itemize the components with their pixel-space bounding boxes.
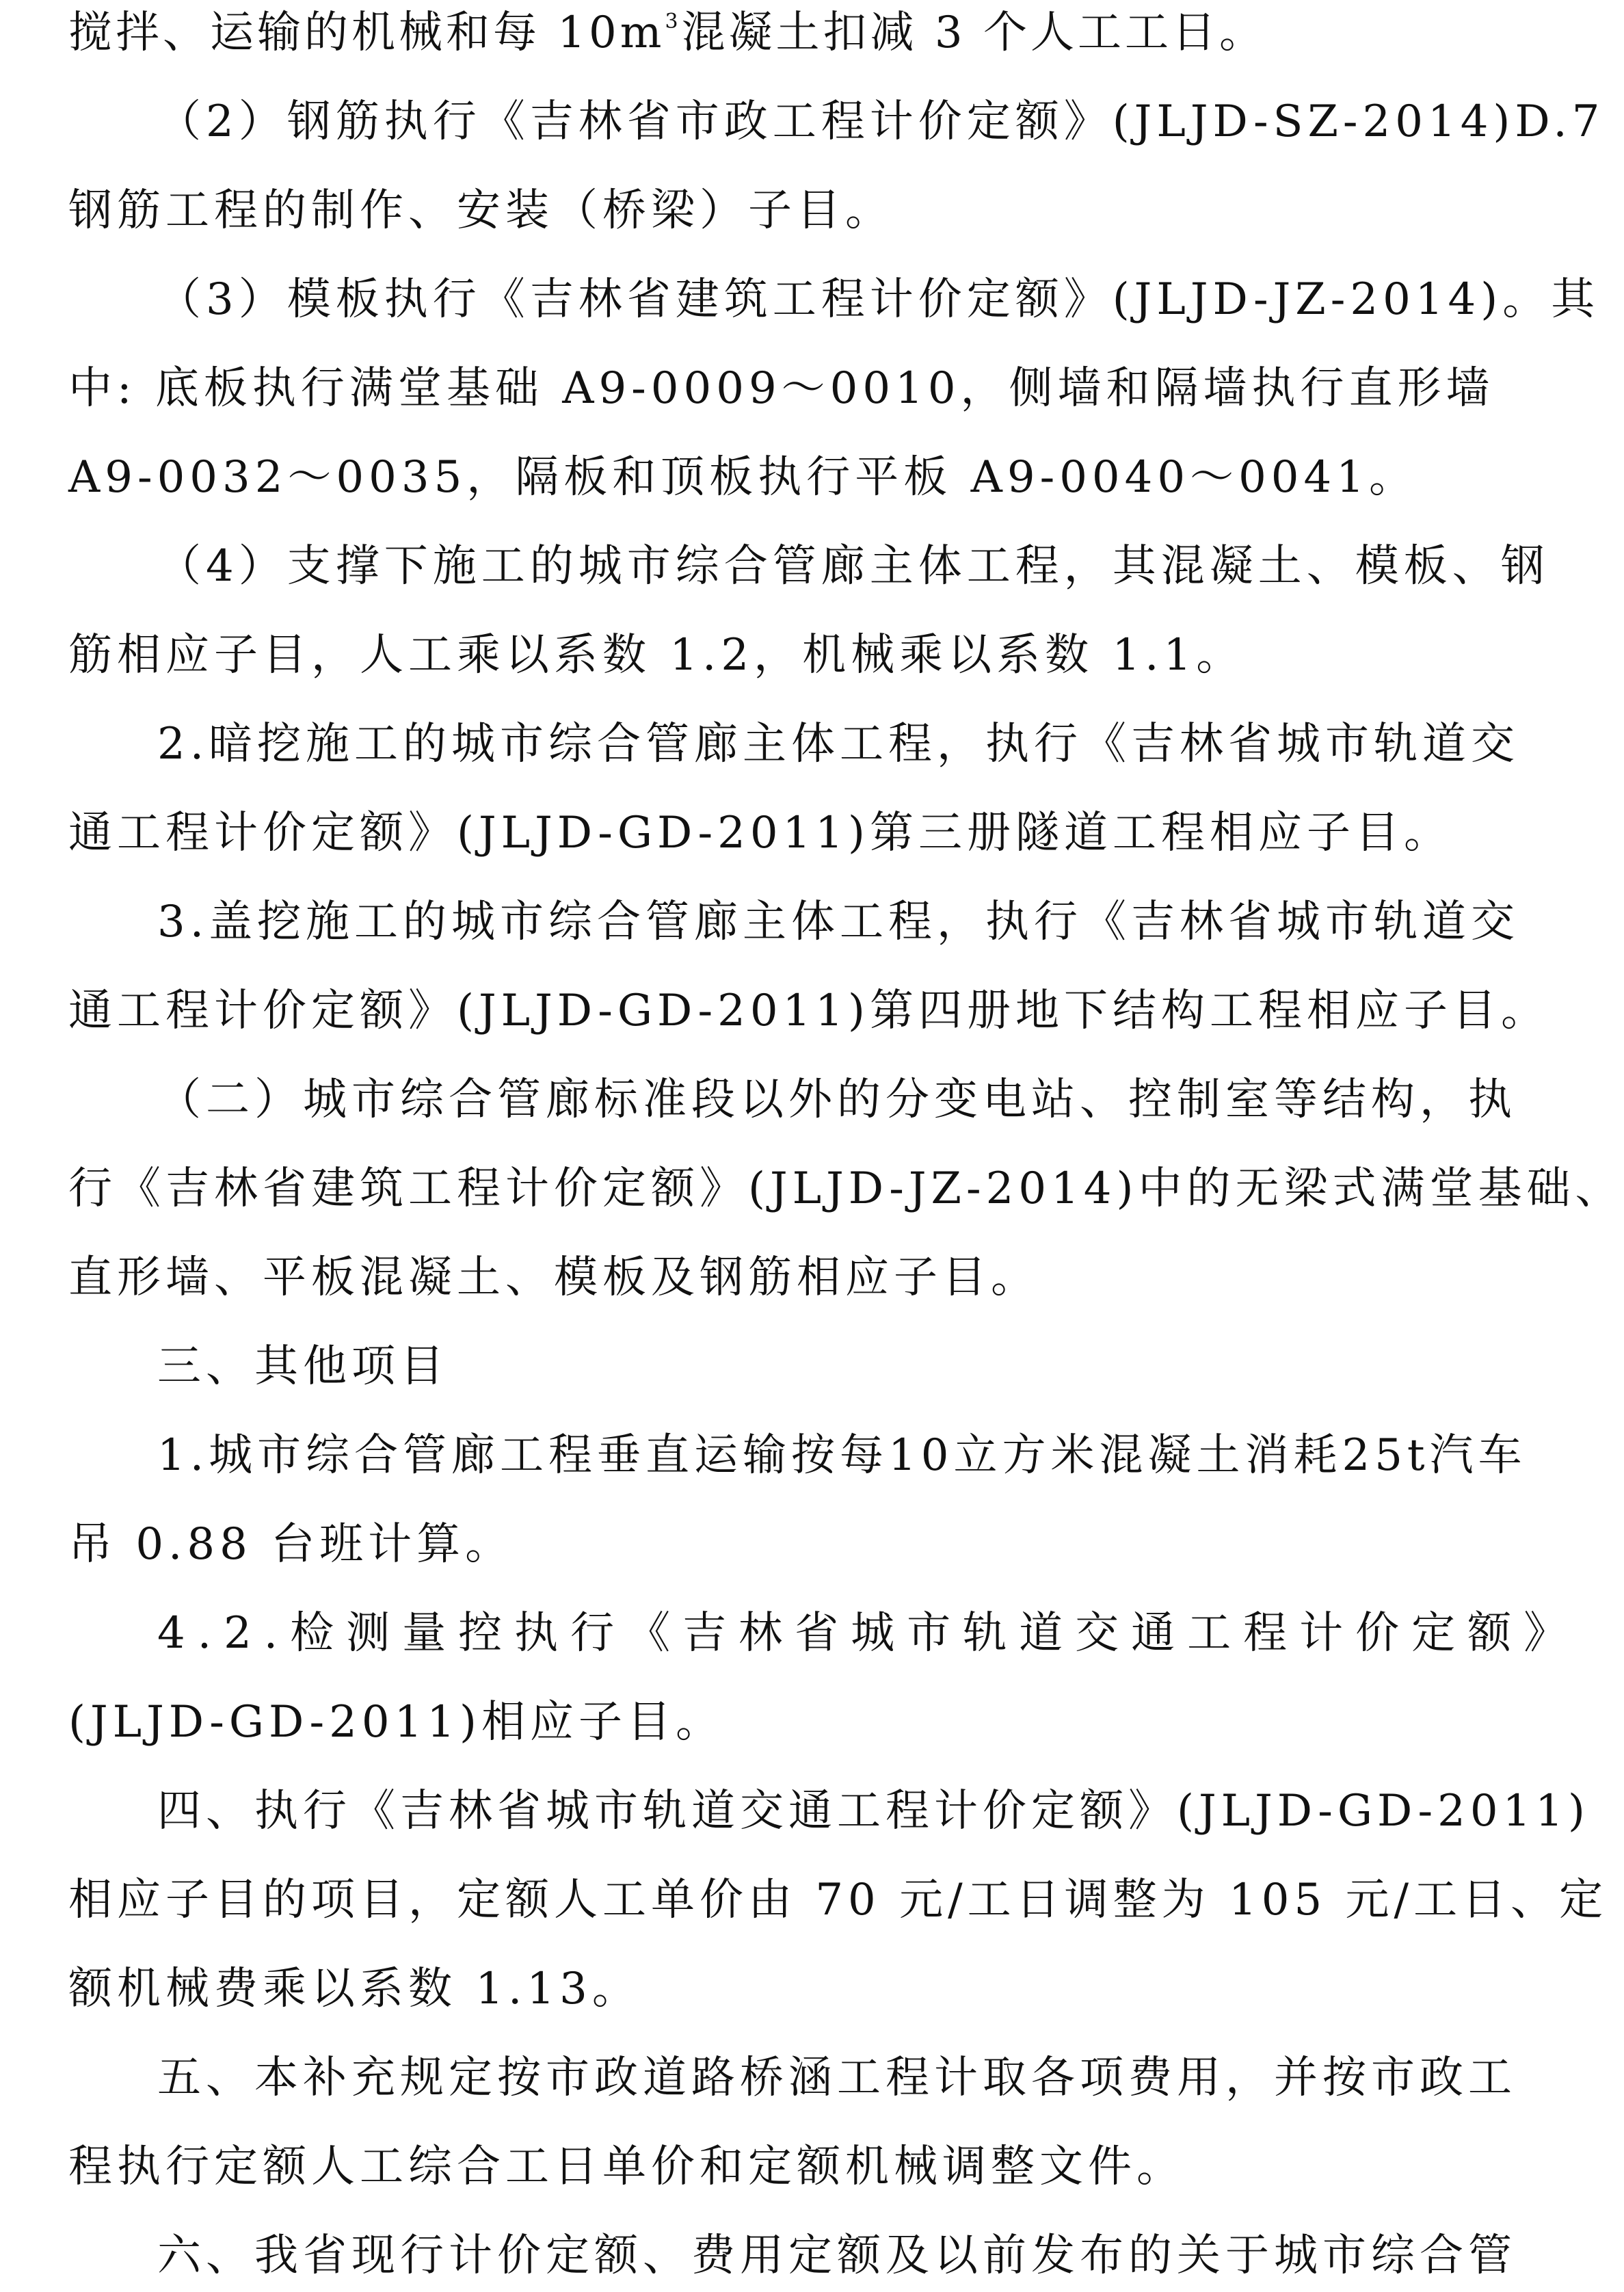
text-line: 五、本补充规定按市政道路桥涵工程计取各项费用，并按市政工 (157, 2053, 1517, 2103)
text-line: 吊 0.88 台班计算。 (68, 1519, 514, 1570)
text-line: 四、执行《吉林省城市轨道交通工程计价定额》(JLJD-GD-2011) (157, 1786, 1590, 1836)
text-line (68, 1, 1463, 64)
text-line: （2）钢筋执行《吉林省市政工程计价定额》(JLJD-SZ-2014)D.7 (157, 96, 1605, 147)
text-line: 相应子目的项目，定额人工单价由 70 元/工日调整为 105 元/工日、定 (68, 1875, 1608, 1925)
text-line: 通工程计价定额》(JLJD-GD-2011)第三册隧道工程相应子目。 (68, 808, 1452, 858)
section-heading: 三、其他项目 (157, 1341, 449, 1392)
text-line: 额机械费乘以系数 1.13。 (68, 1964, 641, 2014)
text-line: 1.城市综合管廊工程垂直运输按每10立方米混凝土消耗25t汽车 (157, 1430, 1527, 1481)
text-line: 六、我省现行计价定额、费用定额及以前发布的关于城市综合管 (157, 2230, 1517, 2281)
text-line: 直形墙、平板混凝土、模板及钢筋相应子目。 (68, 1252, 1039, 1303)
text-line-part: 混凝土扣减 3 个人工工日。 (681, 8, 1266, 58)
text-line: 3.盖挖施工的城市综合管廊主体工程，执行《吉林省城市轨道交 (157, 897, 1520, 947)
text-line-part: 搅拌、运输的机械和每 10m (68, 8, 665, 58)
text-line: 钢筋工程的制作、安装（桥梁）子目。 (68, 185, 894, 236)
text-line: 2.暗挖施工的城市综合管廊主体工程，执行《吉林省城市轨道交 (157, 719, 1520, 769)
text-line: 行《吉林省建筑工程计价定额》(JLJD-JZ-2014)中的无梁式满堂基础、 (68, 1163, 1624, 1214)
text-line: （4）支撑下施工的城市综合管廊主体工程，其混凝土、模板、钢 (157, 541, 1549, 592)
text-line: （二）城市综合管廊标准段以外的分变电站、控制室等结构，执 (157, 1075, 1517, 1125)
text-line: 通工程计价定额》(JLJD-GD-2011)第四册地下结构工程相应子目。 (68, 986, 1549, 1036)
text-line: 筋相应子目，人工乘以系数 1.2，机械乘以系数 1.1。 (68, 630, 1245, 681)
text-line: (JLJD-GD-2011)相应子目。 (68, 1697, 724, 1748)
superscript-3: 3 (665, 9, 682, 34)
text-line: 4.2.检测量控执行《吉林省城市轨道交通工程计价定额》 (157, 1608, 1580, 1659)
text-line: （3）模板执行《吉林省建筑工程计价定额》(JLJD-JZ-2014)。其 (157, 274, 1600, 325)
text-line: 中: 底板执行满堂基础 A9-0009～0010，侧墙和隔墙执行直形墙 (68, 363, 1495, 414)
text-line: 程执行定额人工综合工日单价和定额机械调整文件。 (68, 2142, 1185, 2192)
text-line: A9-0032～0035，隔板和顶板执行平板 A9-0040～0041。 (68, 452, 1417, 503)
